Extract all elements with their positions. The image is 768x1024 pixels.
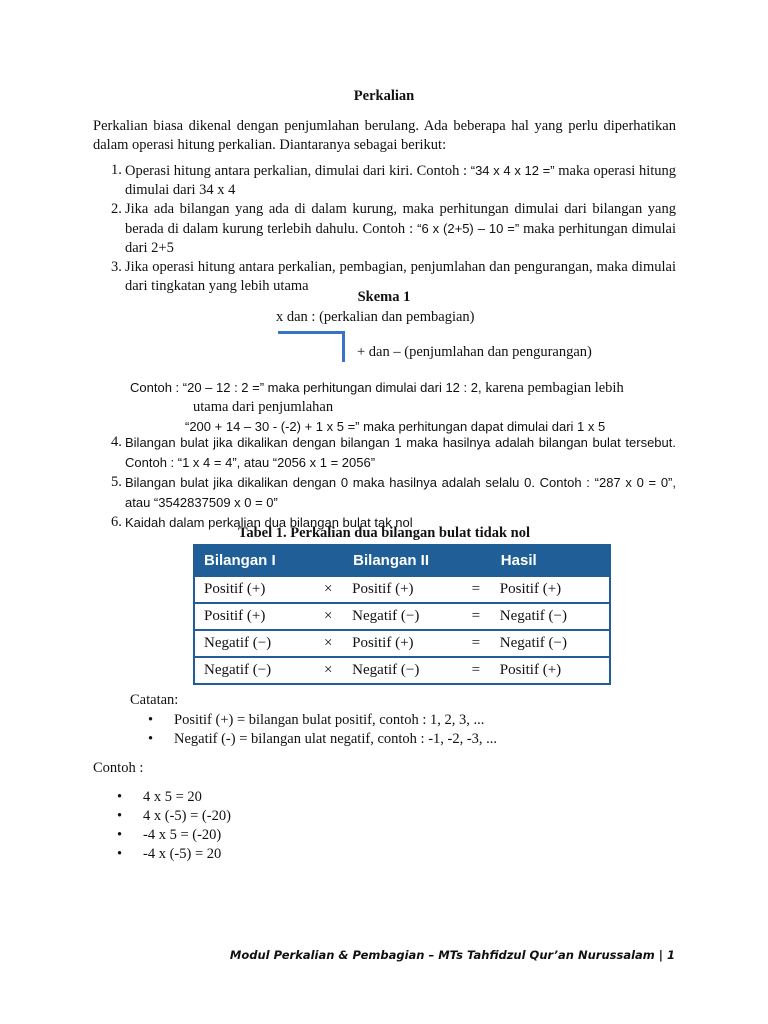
table-title: Tabel 1. Perkalian dua bilangan bulat tidak nol (238, 525, 530, 541)
table-row: Negatif (−) × Positif (+) = Negatif (−) (194, 630, 610, 657)
multiplication-sign-table (193, 544, 611, 685)
header-bilangan-2: Bilangan II (343, 545, 491, 576)
list-item: • Negatif (-) = bilangan ulat negatif, contoh : -1, -2, -3, ... (148, 731, 498, 747)
bullet-icon: • (117, 808, 123, 824)
table-header-row (194, 545, 610, 576)
header-bilangan-1: Bilangan I (194, 545, 343, 576)
table-row: Negatif (−) × Negatif (−) = Positif (+) (194, 657, 610, 684)
rules-list-1 (93, 161, 676, 296)
skema-title: Skema 1 (357, 289, 411, 305)
list-item: 5. Bilangan bulat jika dikalikan dengan 0 maka hasilnya adalah selalu 0. Contoh : “287 x 0 = 0”, atau “3542837509 x 0 = 0” (111, 474, 676, 510)
list-item: • 4 x 5 = 20 (117, 789, 202, 805)
rules-list-2 (93, 433, 676, 533)
page-footer: Modul Perkalian & Pembagian – MTs Tahfidzul Qur’an Nurussalam | 1 (229, 948, 675, 962)
skema-connector (278, 331, 345, 362)
bullet-icon: • (148, 712, 154, 728)
contoh-label: Contoh : (93, 760, 144, 776)
skema-line-multiplication: x dan : (perkalian dan pembagian) (276, 309, 475, 325)
bullet-icon: • (117, 846, 123, 862)
list-item: 2. Jika ada bilangan yang ada di dalam kurung, maka perhitungan dimulai dari bilangan yang berada di dalam kurung terlebih dahulu. Contoh : “6 x (2+5) – 10 =” maka perhitungan dimulai dari 2+5 (111, 201, 676, 256)
table-row: Positif (+) × Negatif (−) = Negatif (−) (194, 603, 610, 630)
header-hasil: Hasil (491, 545, 610, 576)
catatan-label: Catatan: (130, 692, 179, 708)
contoh-list (117, 788, 231, 864)
list-item: • Positif (+) = bilangan bulat positif, contoh : 1, 2, 3, ... (148, 712, 485, 728)
bullet-icon: • (117, 789, 123, 805)
list-item: 3. Jika operasi hitung antara perkalian, pembagian, penjumlahan dan pengurangan, maka dimulai dari tingkatan yang lebih utama (111, 259, 676, 294)
list-item: 6. Kaidah dalam perkalian dua bilangan bulat tak nol (111, 514, 413, 530)
bullet-icon: • (117, 827, 123, 843)
list-item: • 4 x (-5) = (-20) (117, 808, 231, 824)
bullet-icon: • (148, 731, 154, 747)
catatan-list (148, 711, 497, 749)
skema-example: Contoh : “20 – 12 : 2 =” maka perhitungan dimulai dari 12 : 2, karena pembagian lebih utama dari penjumlahan “200 + 14 – 30 - (-2) + 1 x 5 =” maka perhitungan dapat dimulai dari 1 x 5 (130, 380, 624, 434)
skema-line-addition: + dan – (penjumlahan dan pengurangan) (357, 344, 592, 360)
list-item: • -4 x (-5) = 20 (117, 846, 222, 862)
list-item: 1. Operasi hitung antara perkalian, dimulai dari kiri. Contoh : “34 x 4 x 12 =” maka operasi hitung dimulai dari 34 x 4 (111, 162, 676, 198)
intro-paragraph: Perkalian biasa dikenal dengan penjumlahan berulang. Ada beberapa hal yang perlu diperhatikan dalam operasi hitung perkalian. Diantaranya sebagai berikut: (93, 118, 676, 153)
list-item: 4. Bilangan bulat jika dikalikan dengan bilangan 1 maka hasilnya adalah bilangan bulat tersebut. Contoh : “1 x 4 = 4”, atau “2056 x 1 = 2056” (111, 434, 676, 470)
list-item: • -4 x 5 = (-20) (117, 827, 222, 843)
page-title: Perkalian (353, 88, 415, 104)
table-row: Positif (+) × Positif (+) = Positif (+) (194, 576, 610, 603)
